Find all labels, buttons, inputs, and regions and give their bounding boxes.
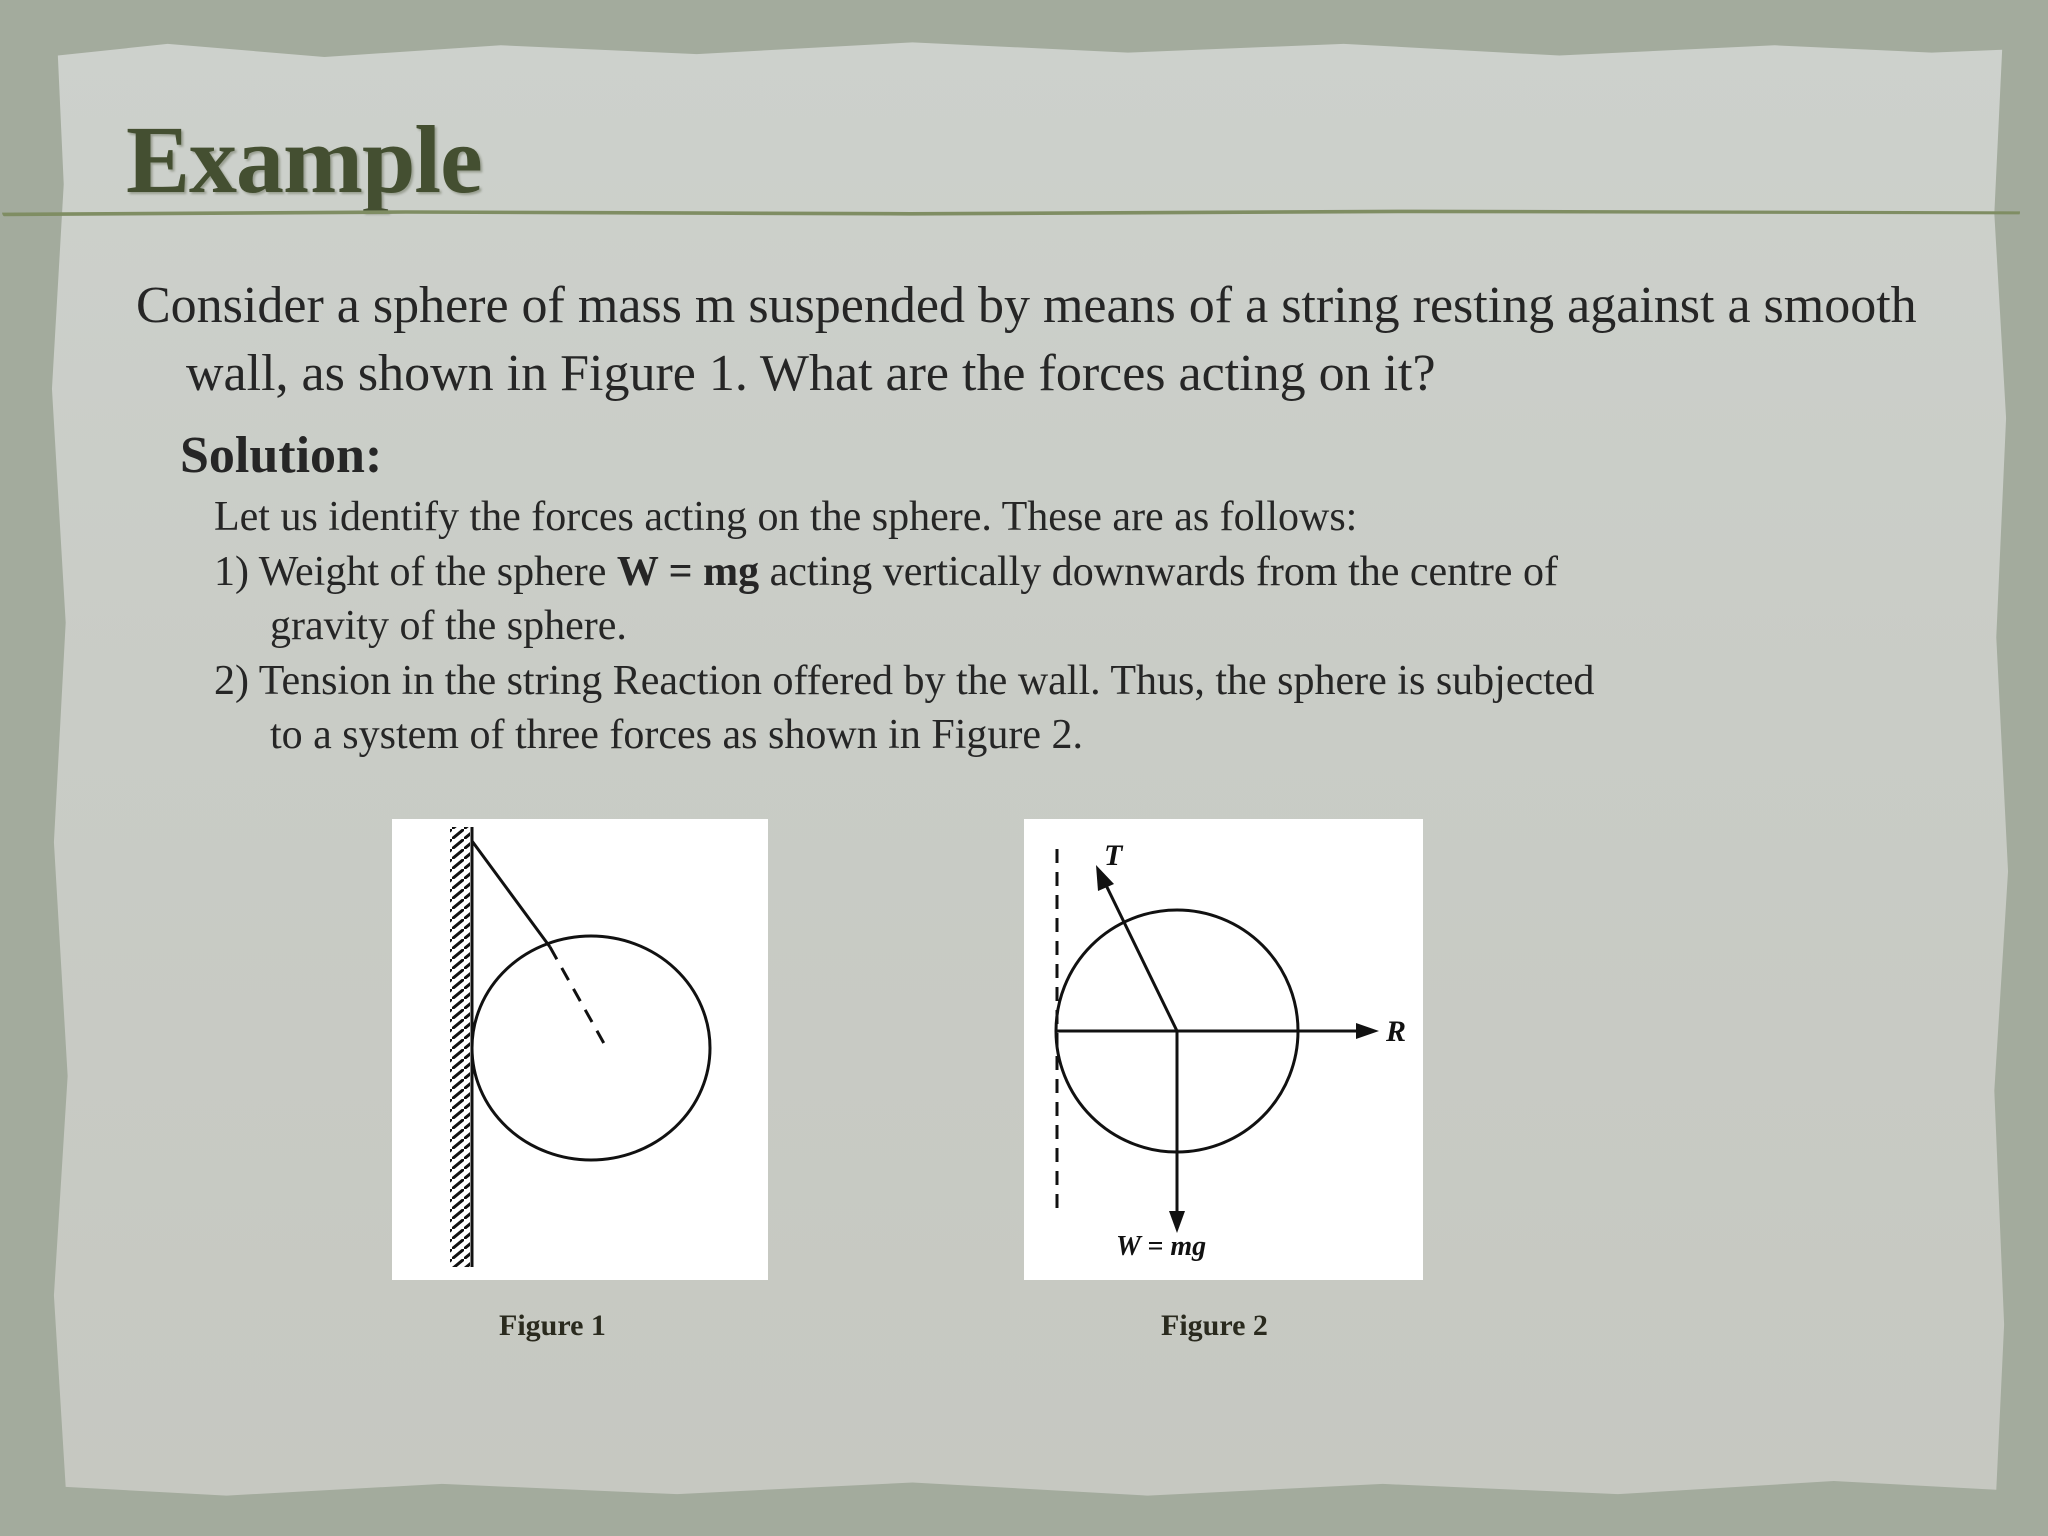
item-1-prefix: 1) Weight of the sphere (214, 549, 617, 595)
item-1-rest: acting vertically downwards from the centre of (759, 549, 1558, 595)
item-1-formula: W = mg (616, 549, 760, 595)
paper-background (50, 38, 2010, 1500)
question-text: Consider a sphere of mass m suspended by means of a string resting against a smooth wall, as shown in Figure 1. What are the forces acting on it? (136, 277, 1917, 402)
figure-1-caption: Figure 1 (499, 1309, 606, 1342)
solution-item-1-continuation: gravity of the sphere. (270, 603, 627, 649)
reaction-arrowhead (1356, 1023, 1379, 1039)
weight-label: W = mg (1116, 1231, 1207, 1262)
tension-label: T (1104, 839, 1123, 872)
figure-1 (392, 819, 768, 1280)
solution-item-1 (214, 545, 1558, 599)
solution-heading: Solution: (180, 427, 383, 484)
solution-item-2: 2) Tension in the string Reaction offered by the wall. Thus, the sphere is subjected (214, 658, 1595, 704)
sphere-circle (472, 936, 710, 1160)
figure-2 (1024, 819, 1423, 1280)
figure-2-caption: Figure 2 (1161, 1309, 1268, 1342)
string-line (472, 841, 550, 947)
string-extension-dashed (550, 947, 606, 1047)
wall-hatching (450, 827, 470, 1267)
tension-vector (1104, 881, 1177, 1031)
solution-intro: Let us identify the forces acting on the sphere. These are as follows: (214, 494, 1358, 540)
figure-2-diagram (1024, 819, 1423, 1280)
solution-item-2-continuation: to a system of three forces as shown in Figure 2. (270, 712, 1083, 758)
slide-title: Example (126, 106, 482, 213)
figure-1-diagram (392, 819, 768, 1280)
weight-arrowhead (1169, 1211, 1185, 1233)
reaction-label: R (1386, 1015, 1407, 1048)
